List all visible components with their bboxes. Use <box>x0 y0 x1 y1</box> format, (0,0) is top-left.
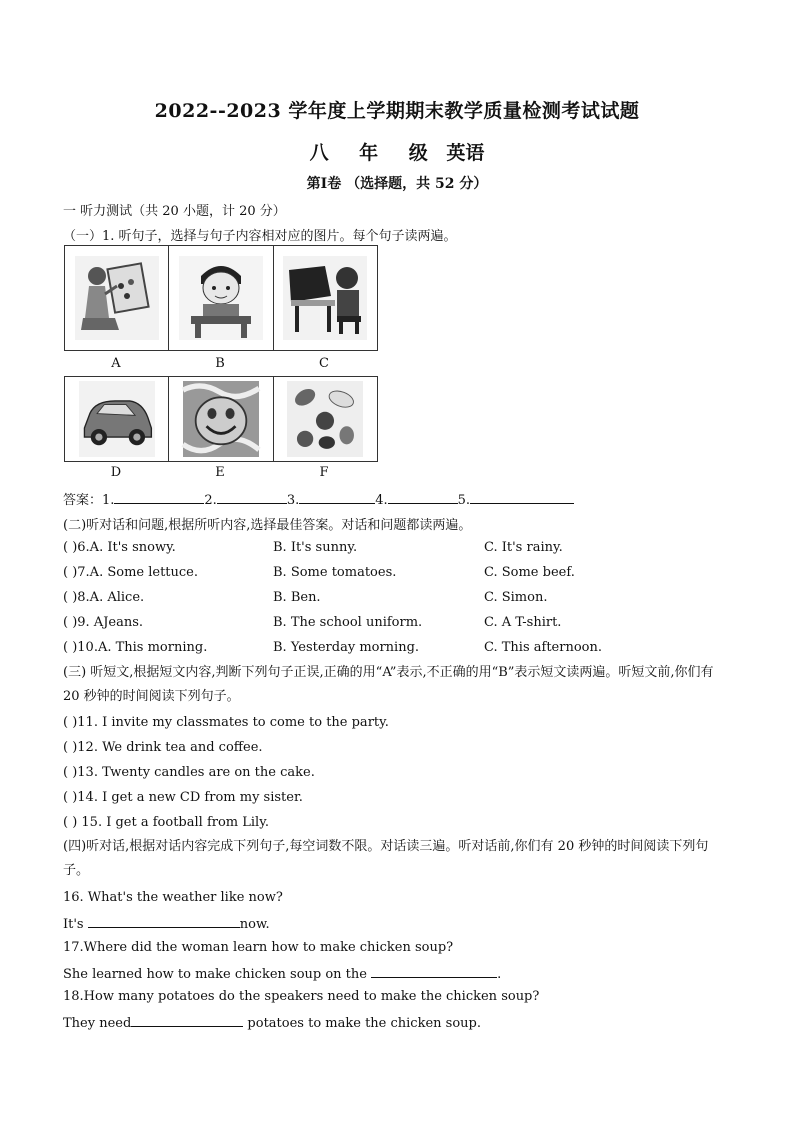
q6-stem: ( )6.A. It's snowy. <box>63 540 176 555</box>
smiley-mask-image <box>179 381 263 457</box>
part2-instruction: (二)听对话和问题,根据所听内容,选择最佳答案。对话和问题都读两遍。 <box>63 518 472 533</box>
answer-blank-1[interactable] <box>114 491 204 504</box>
part1-instruction: （一）1. 听句子，选择与句子内容相对应的图片。每个句子读两遍。 <box>63 229 457 244</box>
picture-e <box>169 377 273 461</box>
answer-num-4: 4. <box>375 493 388 508</box>
q8-option-c: C. Simon. <box>484 590 548 605</box>
q13-item: ( )13. Twenty candles are on the cake. <box>63 765 315 780</box>
q16-answer <box>63 915 270 932</box>
q10-option-b: B. Yesterday morning. <box>273 640 420 655</box>
q18-answer <box>63 1014 481 1031</box>
q16-answer-pre: It's <box>63 917 88 932</box>
exam-title: 2022--2023 学年度上学期期末教学质量检测考试试题 <box>154 100 640 122</box>
answer-blank-3[interactable] <box>299 491 375 504</box>
q17-answer-post: . <box>497 967 502 982</box>
row1-labels <box>64 356 376 371</box>
q7-option-b: B. Some tomatoes. <box>273 565 397 580</box>
row2-labels <box>64 465 376 480</box>
part4-instruction: (四)听对话,根据对话内容完成下列句子,每空词数不限。对话读三遍。听对话前,你们有 20 秒钟的时间阅读下列句子。 <box>63 839 709 878</box>
answer-num-3: 3. <box>286 493 300 508</box>
q10-option-c: C. This afternoon. <box>484 640 602 655</box>
answer-line <box>63 489 574 508</box>
q16-question: 16. What's the weather like now? <box>63 890 283 905</box>
q7-option-c: C. Some beef. <box>484 565 575 580</box>
label-d: D <box>110 465 122 480</box>
q17-blank[interactable] <box>371 965 497 978</box>
volume-label: 第Ⅰ卷 （选择题，共 52 分） <box>306 176 488 192</box>
picture-a <box>65 246 169 350</box>
q18-question: 18.How many potatoes do the speakers need to make the chicken soup? <box>63 989 540 1004</box>
q18-answer-post: potatoes to make the chicken soup. <box>243 1016 481 1031</box>
q17-answer-pre: She learned how to make chicken soup on the <box>63 967 372 982</box>
q6-option-b: B. It's sunny. <box>273 540 358 555</box>
picture-b <box>169 246 273 350</box>
picture-d <box>65 377 169 461</box>
answer-blank-4[interactable] <box>388 491 458 504</box>
boy-desk-image <box>179 256 263 340</box>
picture-f <box>274 377 377 461</box>
painting-girl-image <box>75 256 159 340</box>
piano-image <box>283 256 367 340</box>
q14-item: ( )14. I get a new CD from my sister. <box>63 790 303 805</box>
q8-option-b: B. Ben. <box>273 590 321 605</box>
answer-num-5: 5. <box>457 493 471 508</box>
car-image <box>75 381 159 457</box>
q8-stem: ( )8.A. Alice. <box>63 590 145 605</box>
label-a: A <box>111 356 121 371</box>
answer-blank-5[interactable] <box>470 491 574 504</box>
q12-item: ( )12. We drink tea and coffee. <box>63 740 263 755</box>
section-heading: 一 听力测试（共 20 小题，计 20 分） <box>63 204 286 219</box>
q9-option-b: B. The school uniform. <box>273 615 423 630</box>
q11-item: ( )11. I invite my classmates to come to the party. <box>63 715 389 730</box>
q17-question: 17.Where did the woman learn how to make chicken soup? <box>63 940 454 955</box>
answer-prefix: 答案：1. <box>63 493 115 508</box>
q9-option-c: C. A T-shirt. <box>484 615 562 630</box>
answer-blank-2[interactable] <box>217 491 287 504</box>
grade-label: 八 年 级 <box>309 142 440 164</box>
label-f: F <box>319 465 329 480</box>
q9-stem: ( )9. AJeans. <box>63 615 144 630</box>
q7-stem: ( )7.A. Some lettuce. <box>63 565 198 580</box>
q17-answer <box>63 965 501 982</box>
label-c: C <box>319 356 329 371</box>
q15-item: ( ) 15. I get a football from Lily. <box>63 815 269 830</box>
q16-answer-post: now. <box>239 917 270 932</box>
fruits-image <box>283 381 367 457</box>
label-b: B <box>215 356 225 371</box>
grade-subject <box>0 138 794 165</box>
q16-blank[interactable] <box>88 915 240 928</box>
answer-num-2: 2. <box>204 493 217 508</box>
subject-label: 英语 <box>446 142 485 164</box>
q10-stem: ( )10.A. This morning. <box>63 640 208 655</box>
picture-c <box>274 246 377 350</box>
q18-blank[interactable] <box>131 1014 243 1027</box>
q6-option-c: C. It's rainy. <box>484 540 563 555</box>
picture-row-1 <box>64 245 378 351</box>
part3-instruction: (三) 听短文,根据短文内容,判断下列句子正误,正确的用“A”表示,不正确的用“B”表示短文读两遍。听短文前,你们有 20 秒钟的时间阅读下列句子。 <box>63 665 714 704</box>
picture-row-2 <box>64 376 378 462</box>
label-e: E <box>215 465 225 480</box>
q18-answer-pre: They need <box>63 1016 132 1031</box>
